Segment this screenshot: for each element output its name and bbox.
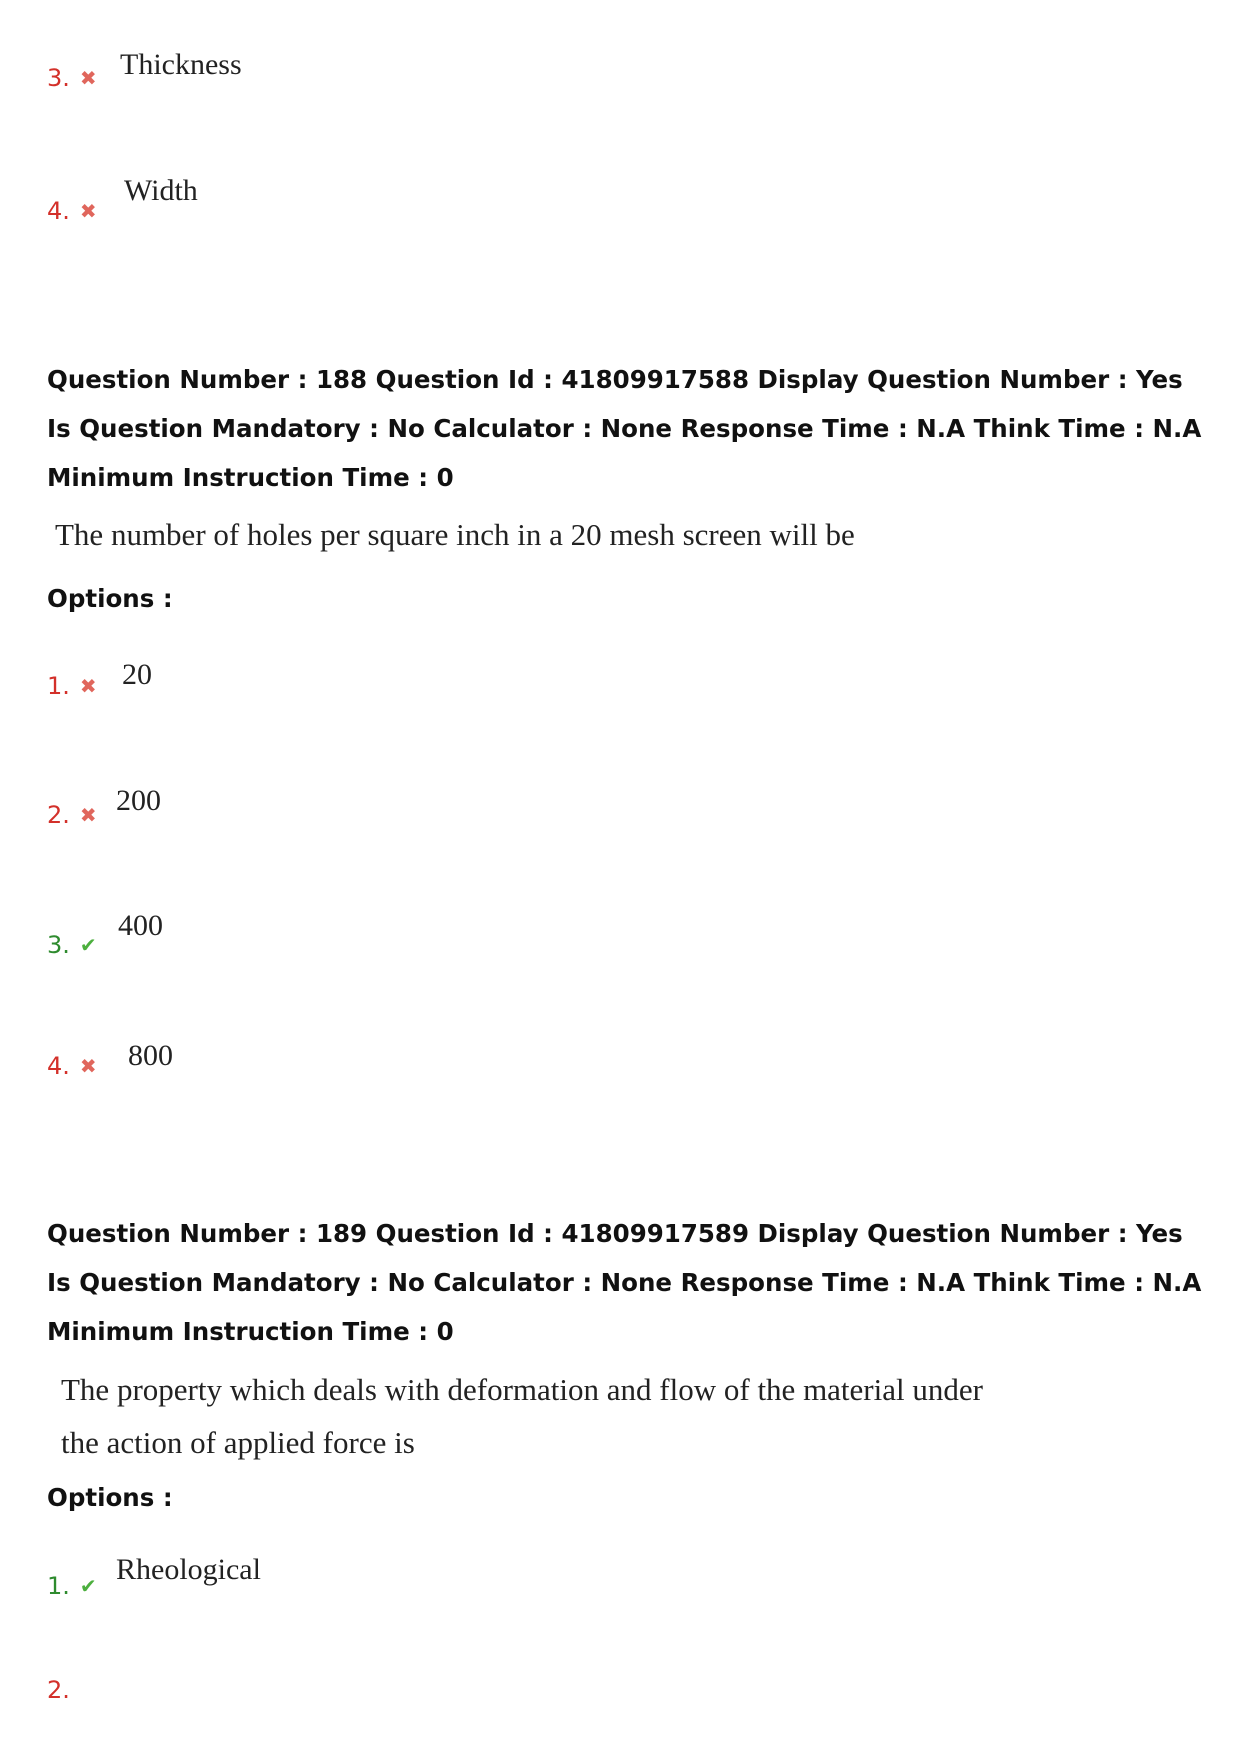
option-text: Thickness — [120, 48, 242, 81]
cross-icon: ✖ — [79, 199, 97, 223]
option-text: 200 — [116, 784, 161, 817]
cross-icon: ✖ — [79, 674, 97, 698]
option-row — [47, 1572, 97, 1600]
option-row — [47, 64, 97, 92]
option-row — [47, 931, 97, 959]
cross-icon: ✖ — [79, 1054, 97, 1078]
option-row — [47, 1052, 97, 1080]
option-number: 1. — [47, 672, 70, 700]
options-label: Options : — [47, 584, 173, 613]
option-number: 2. — [47, 801, 70, 829]
question-meta: Question Number : 189 Question Id : 41809917589 Display Question Number : Yes Is Question Mandatory : No Calculator : None Response Time : N.A Think Time : N.A Minimum Instruction Time : 0 — [47, 1219, 1202, 1346]
option-text: 800 — [128, 1039, 173, 1072]
check-icon: ✔ — [79, 933, 97, 957]
question-text-line2: the action of applied force is — [61, 1425, 415, 1460]
option-number: 3. — [47, 64, 70, 92]
cross-icon: ✖ — [79, 66, 97, 90]
option-number: 4. — [47, 1052, 70, 1080]
option-number: 4. — [47, 197, 70, 225]
option-row — [47, 1676, 70, 1704]
options-label: Options : — [47, 1483, 173, 1512]
option-text: Rheological — [116, 1553, 261, 1586]
option-number: 2. — [47, 1676, 70, 1704]
question-text: The number of holes per square inch in a 20 mesh screen will be — [55, 517, 855, 552]
question-text-line1: The property which deals with deformation and flow of the material under — [61, 1372, 983, 1407]
option-row — [47, 197, 97, 225]
option-number: 1. — [47, 1572, 70, 1600]
option-number: 3. — [47, 931, 70, 959]
option-text: 20 — [122, 658, 152, 691]
option-row — [47, 672, 97, 700]
option-text: Width — [124, 174, 198, 207]
cross-icon: ✖ — [79, 803, 97, 827]
question-meta: Question Number : 188 Question Id : 41809917588 Display Question Number : Yes Is Question Mandatory : No Calculator : None Response Time : N.A Think Time : N.A Minimum Instruction Time : 0 — [47, 365, 1202, 492]
check-icon: ✔ — [79, 1574, 97, 1598]
option-text: 400 — [118, 909, 163, 942]
option-row — [47, 801, 97, 829]
